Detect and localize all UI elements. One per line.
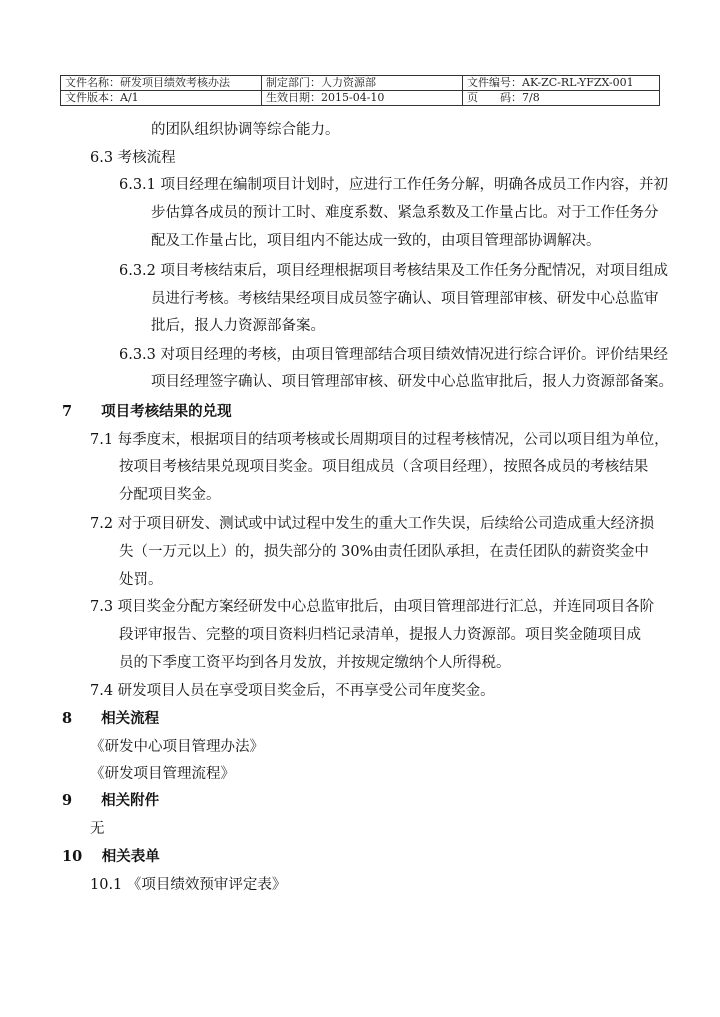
body-line: 分配项目奖金。 bbox=[119, 487, 221, 503]
body-line: 6.3.1 项目经理在编制项目计划时，应进行工作任务分解，明确各成员工作内容，并初 bbox=[119, 177, 669, 193]
section-heading-6-3: 6.3 考核流程 bbox=[90, 150, 176, 166]
section-heading-8: 8 相关流程 bbox=[62, 710, 160, 727]
header-page-number: 页 码：7/8 bbox=[463, 91, 660, 106]
header-row bbox=[61, 91, 660, 106]
header-file-number: 文件编号：AK-ZC-RL-YFZX-001 bbox=[463, 76, 660, 91]
body-line: 的团队组织协调等综合能力。 bbox=[151, 122, 340, 138]
list-item: 10.1 《项目绩效预审评定表》 bbox=[90, 877, 287, 893]
body-line: 员的下季度工资平均到各月发放，并按规定缴纳个人所得税。 bbox=[119, 655, 511, 671]
body-line: 7.4 研发项目人员在享受项目奖金后，不再享受公司年度奖金。 bbox=[90, 683, 495, 699]
body-line: 配及工作量占比，项目组内不能达成一致的，由项目管理部协调解决。 bbox=[151, 233, 601, 249]
list-item: 《研发项目管理流程》 bbox=[90, 766, 235, 782]
body-line: 7.3 项目奖金分配方案经研发中心总监审批后，由项目管理部进行汇总，并连同项目各阶 bbox=[90, 599, 655, 615]
body-line: 7.1 每季度末，根据项目的结项考核或长周期项目的过程考核情况，公司以项目组为单位， bbox=[90, 432, 669, 448]
list-item: 无 bbox=[90, 821, 105, 837]
body-line: 批后，报人力资源部备案。 bbox=[151, 318, 325, 334]
body-line: 项目经理签字确认、项目管理部审核、研发中心总监审批后，报人力资源部备案。 bbox=[151, 374, 673, 390]
body-line: 失（一万元以上）的，损失部分的 30%由责任团队承担，在责任团队的薪资奖金中 bbox=[119, 544, 649, 560]
body-line: 步估算各成员的预计工时、难度系数、紧急系数及工作量占比。对于工作任务分 bbox=[151, 205, 659, 221]
section-heading-10: 10 相关表单 bbox=[62, 848, 160, 865]
header-row bbox=[61, 76, 660, 91]
body-line: 按项目考核结果兑现项目奖金。项目组成员（含项目经理），按照各成员的考核结果 bbox=[119, 459, 649, 475]
section-heading-7: 7 项目考核结果的兑现 bbox=[62, 403, 232, 420]
header-file-name: 文件名称：研发项目绩效考核办法 bbox=[61, 76, 262, 91]
document-header-table bbox=[60, 75, 660, 106]
list-item: 《研发中心项目管理办法》 bbox=[90, 739, 264, 755]
body-line: 员进行考核。考核结果经项目成员签字确认、项目管理部审核、研发中心总监审 bbox=[151, 291, 659, 307]
body-line: 段评审报告、完整的项目资料归档记录清单，提报人力资源部。项目奖金随项目成 bbox=[119, 627, 641, 643]
header-version: 文件版本：A/1 bbox=[61, 91, 262, 106]
body-line: 处罚。 bbox=[119, 572, 163, 588]
header-effective-date: 生效日期：2015-04-10 bbox=[262, 91, 463, 106]
body-line: 6.3.2 项目考核结束后，项目经理根据项目考核结果及工作任务分配情况，对项目组成 bbox=[119, 263, 669, 279]
header-department: 制定部门：人力资源部 bbox=[262, 76, 463, 91]
body-line: 7.2 对于项目研发、测试或中试过程中发生的重大工作失误，后续给公司造成重大经济损 bbox=[90, 516, 655, 532]
body-line: 6.3.3 对项目经理的考核，由项目管理部结合项目绩效情况进行综合评价。评价结果经 bbox=[119, 347, 669, 363]
section-heading-9: 9 相关附件 bbox=[62, 792, 160, 809]
